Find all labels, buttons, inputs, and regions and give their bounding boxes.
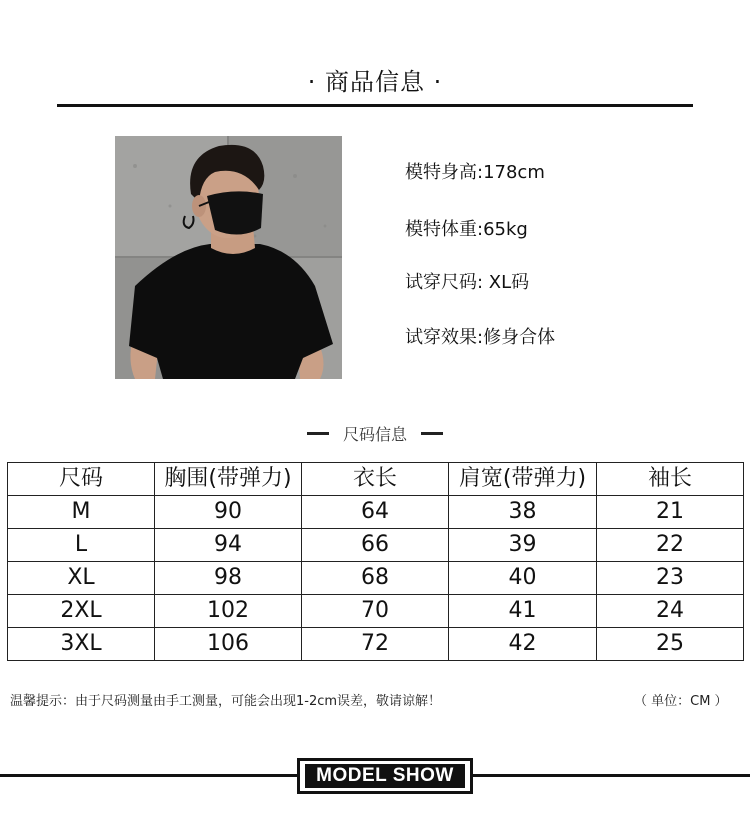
spec-model-height: 模特身高:178cm <box>405 162 545 183</box>
table-cell: 23 <box>597 562 744 595</box>
heading-dash-left <box>307 432 329 435</box>
header-sleeve: 袖长 <box>597 463 744 496</box>
table-cell: 2XL <box>8 595 155 628</box>
table-cell: 42 <box>449 628 597 661</box>
table-cell: 70 <box>302 595 449 628</box>
measurement-note: 温馨提示：由于尺码测量由手工测量，可能会出现1-2cm误差，敬请谅解！ <box>10 694 442 709</box>
table-row <box>8 628 744 661</box>
table-cell: 40 <box>449 562 597 595</box>
table-cell: 3XL <box>8 628 155 661</box>
table-row <box>8 595 744 628</box>
header-length: 衣长 <box>302 463 449 496</box>
table-cell: M <box>8 496 155 529</box>
table-cell: 68 <box>302 562 449 595</box>
table-row <box>8 529 744 562</box>
spec-fit: 试穿效果:修身合体 <box>405 327 556 348</box>
spec-try-size: 试穿尺码: XL码 <box>405 272 530 293</box>
table-cell: 72 <box>302 628 449 661</box>
model-show-label: MODEL SHOW <box>305 764 465 788</box>
table-cell: XL <box>8 562 155 595</box>
page-title: · 商品信息 · <box>307 68 443 96</box>
table-cell: 94 <box>155 529 302 562</box>
spec-model-weight: 模特体重:65kg <box>405 219 528 240</box>
table-cell: 39 <box>449 529 597 562</box>
table-cell: 98 <box>155 562 302 595</box>
table-cell: 66 <box>302 529 449 562</box>
size-table <box>7 462 744 661</box>
title-divider <box>57 104 693 107</box>
table-cell: 90 <box>155 496 302 529</box>
model-photo <box>115 136 342 379</box>
table-cell: 22 <box>597 529 744 562</box>
table-cell: 106 <box>155 628 302 661</box>
table-row <box>8 562 744 595</box>
heading-dash-right <box>421 432 443 435</box>
header-chest: 胸围(带弹力) <box>155 463 302 496</box>
table-cell: 24 <box>597 595 744 628</box>
header-shoulder: 肩宽(带弹力) <box>449 463 597 496</box>
table-cell: 41 <box>449 595 597 628</box>
table-cell: 38 <box>449 496 597 529</box>
table-cell: 64 <box>302 496 449 529</box>
table-row <box>8 496 744 529</box>
unit-note: （ 单位：CM ） <box>634 694 728 709</box>
table-cell: 21 <box>597 496 744 529</box>
size-info-heading-row <box>0 421 750 445</box>
model-show-banner <box>297 758 473 794</box>
table-cell: 102 <box>155 595 302 628</box>
table-cell: L <box>8 529 155 562</box>
table-cell: 25 <box>597 628 744 661</box>
header-size: 尺码 <box>8 463 155 496</box>
size-info-heading: 尺码信息 <box>342 424 407 444</box>
size-table-header-row <box>8 463 744 496</box>
